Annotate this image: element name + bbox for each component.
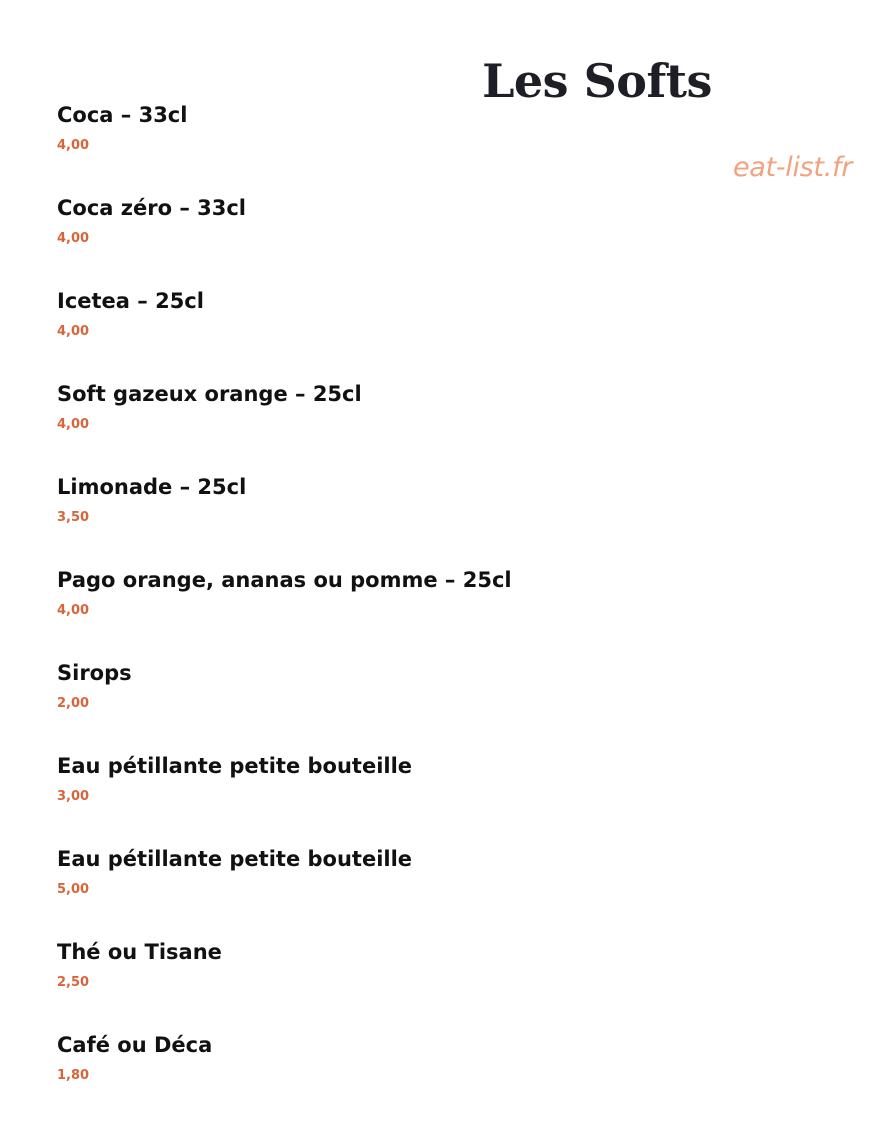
item-name: Limonade – 25cl xyxy=(57,475,247,499)
item-price: 4,00 xyxy=(57,417,90,432)
item-price: 4,00 xyxy=(57,231,90,246)
item-name: Soft gazeux orange – 25cl xyxy=(57,382,362,406)
item-price: 1,80 xyxy=(57,1068,90,1083)
item-price: 3,00 xyxy=(57,789,90,804)
menu-item xyxy=(57,101,697,194)
page-title: Les Softs xyxy=(482,53,712,108)
menu-item xyxy=(57,566,697,659)
watermark: eat-list.fr xyxy=(732,152,852,183)
item-name: Eau pétillante petite bouteille xyxy=(57,754,413,778)
menu-item xyxy=(57,473,697,566)
item-name: Icetea – 25cl xyxy=(57,289,204,313)
item-name: Eau pétillante petite bouteille xyxy=(57,847,413,871)
menu-item xyxy=(57,752,697,845)
menu-item xyxy=(57,938,697,1031)
item-price: 2,00 xyxy=(57,696,90,711)
menu-item xyxy=(57,287,697,380)
item-name: Coca zéro – 33cl xyxy=(57,196,247,220)
menu-item xyxy=(57,380,697,473)
item-price: 2,50 xyxy=(57,975,90,990)
menu-item xyxy=(57,659,697,752)
item-price: 4,00 xyxy=(57,324,90,339)
item-price: 4,00 xyxy=(57,138,90,153)
item-name: Coca – 33cl xyxy=(57,103,188,127)
item-name: Pago orange, ananas ou pomme – 25cl xyxy=(57,568,512,592)
menu-item xyxy=(57,845,697,938)
menu-list xyxy=(57,101,697,1124)
item-price: 5,00 xyxy=(57,882,90,897)
item-price: 3,50 xyxy=(57,510,90,525)
menu-item xyxy=(57,194,697,287)
item-price: 4,00 xyxy=(57,603,90,618)
menu-item xyxy=(57,1031,697,1124)
item-name: Thé ou Tisane xyxy=(57,940,222,964)
item-name: Sirops xyxy=(57,661,132,685)
item-name: Café ou Déca xyxy=(57,1033,213,1057)
